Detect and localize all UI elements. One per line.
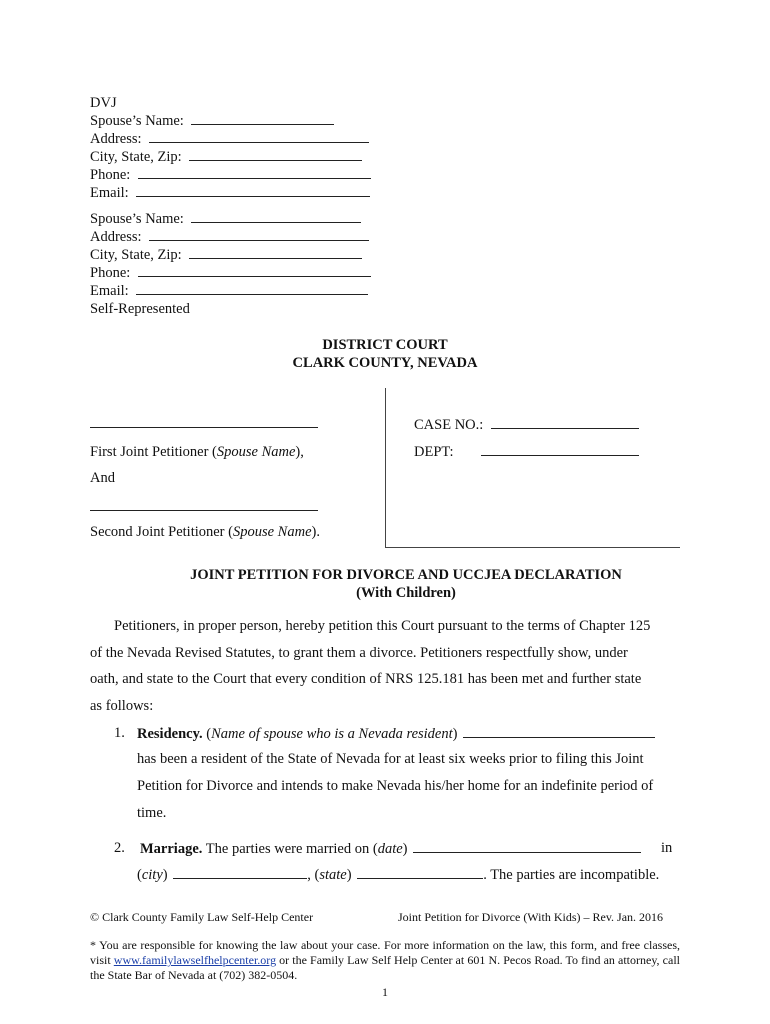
- spouse1-name-label: Spouse’s Name:: [90, 113, 184, 129]
- spouse2-city-row: [90, 246, 362, 264]
- self-represented-label: Self-Represented: [90, 301, 190, 317]
- intro-line-1: Petitioners, in proper person, hereby petition this Court pursuant to the terms of Chapter 125: [114, 618, 651, 634]
- item1-line-3: Petition for Divorce and intends to make Nevada his/her home for an indefinite period of: [137, 778, 654, 794]
- court-county: CLARK COUNTY, NEVADA: [292, 355, 478, 371]
- spouse2-city-field[interactable]: [189, 246, 362, 259]
- item2-date-italic: date: [377, 841, 403, 857]
- caption-vertical-divider: [385, 388, 386, 548]
- spouse2-email-field[interactable]: [136, 282, 368, 295]
- spouse2-address-label: Address:: [90, 229, 142, 245]
- spouse1-city-row: [90, 148, 362, 166]
- intro-line-3: oath, and state to the Court that every condition of NRS 125.181 has been met and further state: [90, 671, 642, 687]
- item1-paren-close: ): [452, 726, 458, 742]
- first-petitioner-italic: Spouse Name: [216, 444, 296, 460]
- item2-state-open: , (: [307, 867, 320, 883]
- spouse1-phone-label: Phone:: [90, 167, 131, 183]
- item1-line-4: time.: [137, 805, 167, 821]
- item2-state-italic: state: [319, 867, 347, 883]
- item2-number: 2.: [114, 840, 125, 856]
- item1-number: 1.: [114, 725, 125, 741]
- item2-city-close: ): [162, 867, 168, 883]
- second-petitioner-prefix: Second Joint Petitioner (: [90, 524, 233, 540]
- form-code: DVJ: [90, 95, 117, 111]
- caption-horizontal-divider: [385, 547, 680, 548]
- first-petitioner-label: [90, 443, 304, 461]
- item1-line-2: has been a resident of the State of Nevada for at least six weeks prior to filing this Joint: [137, 751, 644, 767]
- spouse2-city-label: City, State, Zip:: [90, 247, 182, 263]
- spouse1-phone-field[interactable]: [138, 166, 371, 179]
- spouse2-email-row: [90, 282, 368, 300]
- item1-first-line: [137, 725, 655, 743]
- first-petitioner-suffix: ),: [295, 444, 304, 460]
- second-petitioner-italic: Spouse Name: [232, 524, 312, 540]
- first-petitioner-prefix: First Joint Petitioner (: [90, 444, 217, 460]
- item2-city-open: (: [137, 867, 142, 883]
- item2-state-close: ): [346, 867, 352, 883]
- item2-city-italic: city: [141, 867, 163, 883]
- item1-paren-open: (: [206, 726, 212, 742]
- spouse1-address-field[interactable]: [149, 130, 369, 143]
- second-petitioner-field[interactable]: [90, 497, 318, 511]
- spouse1-name-field[interactable]: [191, 112, 334, 125]
- spouse1-phone-row: [90, 166, 371, 184]
- spouse2-phone-label: Phone:: [90, 265, 131, 281]
- spouse2-phone-row: [90, 264, 371, 282]
- dept-row: [414, 443, 639, 461]
- footer-link[interactable]: www.familylawselfhelpcenter.org: [113, 953, 277, 967]
- case-no-field[interactable]: [491, 416, 639, 429]
- item1-resident-field[interactable]: [463, 725, 655, 738]
- footer-left: © Clark County Family Law Self-Help Center: [90, 910, 314, 924]
- footer-note-part2: or the Family Law Self Help Center at 601 N. Pecos Road. To find an attorney, call the State Bar of Nevada at (702) 382-0504.: [90, 953, 680, 982]
- item2-text2: ): [402, 841, 408, 857]
- spouse2-name-field[interactable]: [191, 210, 361, 223]
- spouse1-email-row: [90, 184, 370, 202]
- spouse2-email-label: Email:: [90, 283, 129, 299]
- document-title: JOINT PETITION FOR DIVORCE AND UCCJEA DECLARATION: [190, 567, 622, 583]
- second-petitioner-suffix: ).: [311, 524, 320, 540]
- footer-note-part1: * You are responsible for knowing the law about your case. For more information on the law, this form, and free classes, visit: [90, 938, 680, 967]
- intro-line-2: of the Nevada Revised Statutes, to grant them a divorce. Petitioners respectfully show, under: [90, 645, 628, 661]
- spouse2-phone-field[interactable]: [138, 264, 371, 277]
- item2-heading: Marriage.: [140, 841, 203, 857]
- spouse1-name-row: [90, 112, 334, 130]
- case-no-row: [414, 416, 639, 434]
- item2-date-field[interactable]: [413, 840, 641, 853]
- spouse1-address-row: [90, 130, 369, 148]
- spouse2-name-label: Spouse’s Name:: [90, 211, 184, 227]
- spouse1-email-field[interactable]: [136, 184, 370, 197]
- footer-note: [90, 938, 680, 983]
- item2-first-line: [140, 840, 641, 858]
- footer-right: Joint Petition for Divorce (With Kids) – Rev. Jan. 2016: [398, 910, 664, 924]
- court-name: DISTRICT COURT: [322, 337, 448, 353]
- dept-field[interactable]: [481, 443, 639, 456]
- item2-tail: . The parties are incompatible.: [483, 867, 660, 883]
- item2-in-word: in: [661, 840, 673, 856]
- dept-label: DEPT:: [414, 444, 454, 460]
- item1-heading: Residency.: [137, 726, 203, 742]
- spouse2-name-row: [90, 210, 361, 228]
- item1-italic: Name of spouse who is a Nevada resident: [211, 726, 453, 742]
- and-label: And: [90, 470, 115, 486]
- spouse1-city-field[interactable]: [189, 148, 362, 161]
- item2-state-field[interactable]: [357, 866, 483, 879]
- document-subtitle: (With Children): [356, 585, 456, 601]
- second-petitioner-label: [90, 523, 320, 541]
- intro-line-4: as follows:: [90, 698, 154, 714]
- spouse2-address-row: [90, 228, 369, 246]
- item2-text1: The parties were married on (: [205, 841, 378, 857]
- case-no-label: CASE NO.:: [414, 417, 484, 433]
- item2-second-line: [137, 866, 659, 884]
- spouse1-email-label: Email:: [90, 185, 129, 201]
- item2-city-field[interactable]: [173, 866, 307, 879]
- page-number: 1: [382, 985, 388, 999]
- spouse1-address-label: Address:: [90, 131, 142, 147]
- spouse2-address-field[interactable]: [149, 228, 369, 241]
- spouse1-city-label: City, State, Zip:: [90, 149, 182, 165]
- first-petitioner-field[interactable]: [90, 414, 318, 428]
